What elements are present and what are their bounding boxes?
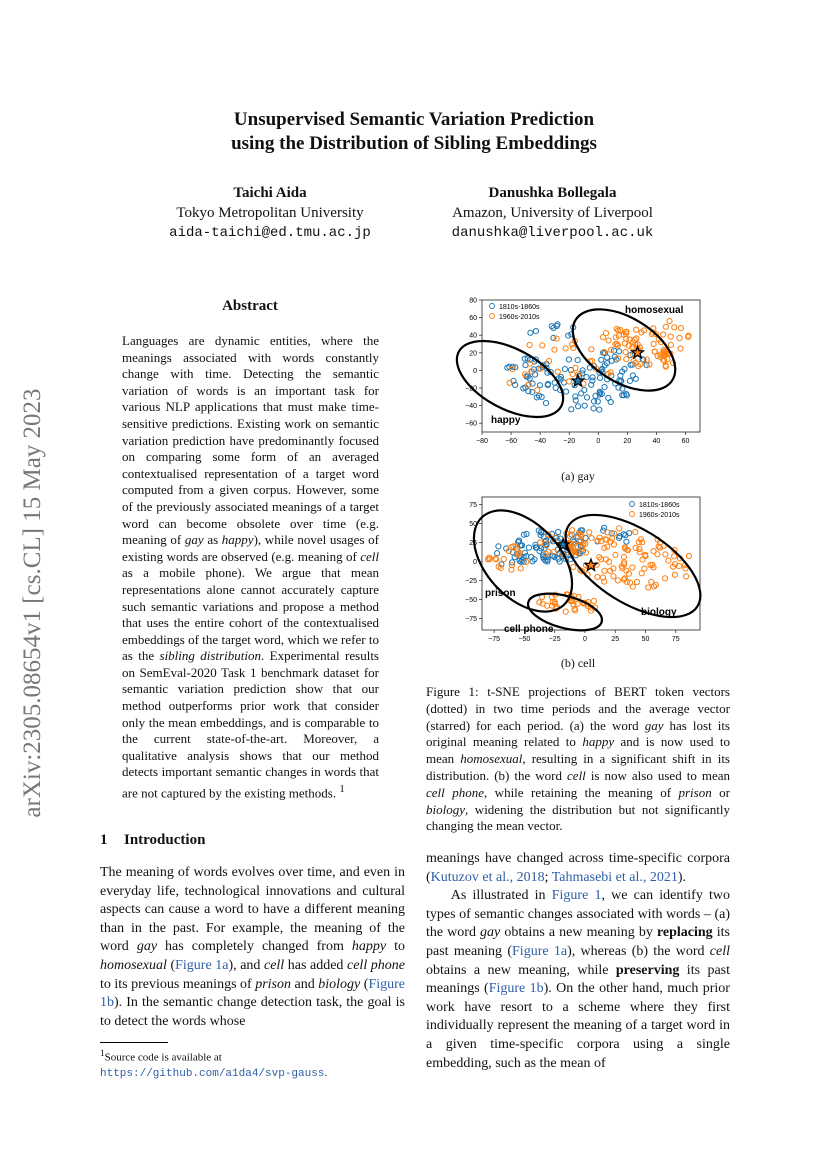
y-tick-label: 80 — [469, 297, 477, 305]
paper-title — [0, 108, 828, 156]
x-tick-label: 75 — [671, 636, 680, 643]
y-tick-label: −40 — [465, 403, 477, 411]
section-title: Introduction — [124, 832, 206, 848]
y-tick-label: 0 — [473, 559, 477, 567]
y-tick-label: −50 — [465, 597, 477, 605]
x-tick-label: 0 — [596, 438, 601, 445]
author-affiliation: Amazon, University of Liverpool — [452, 205, 653, 221]
author-2 — [425, 183, 680, 243]
x-tick-label: 20 — [623, 438, 632, 445]
x-tick-label: 60 — [681, 438, 690, 445]
legend-label-1960s: 1960s-2010s — [499, 314, 540, 321]
author-affiliation: Tokyo Metropolitan University — [176, 205, 364, 221]
x-tick-label: −80 — [476, 438, 488, 445]
x-tick-label: 25 — [611, 636, 620, 643]
legend-label-1810s: 1810s-1860s — [639, 502, 680, 509]
x-tick-label: 0 — [582, 636, 587, 643]
author-email[interactable]: danushka@liverpool.ac.uk — [451, 225, 654, 241]
author-email[interactable]: aida-taichi@ed.tmu.ac.jp — [169, 225, 371, 241]
y-tick-label: 60 — [469, 315, 477, 323]
y-tick-label: 75 — [469, 502, 477, 510]
subfig-caption-b: (b) cell — [560, 656, 596, 670]
y-tick-label: −25 — [465, 578, 477, 586]
title-line-1: Unsupervised Semantic Variation Prediction — [233, 109, 595, 130]
y-tick-label: −20 — [465, 385, 477, 393]
x-tick-label: 50 — [641, 636, 650, 643]
x-tick-label: 40 — [652, 438, 661, 445]
abstract-body: Languages are dynamic entities, where the meanings associated with words constantly change with time. Detecting the semantic variation of words is an important task for various NLP applications that must make time-sensitive predictions. Existing work on semantic variation prediction have predominantly focused on comparing some form of an averaged contextualised representation of a target word computed from a given corpus. However, some of the previously associated meanings of a target word can become obsolete over time (e.g. meaning of gay as happy), while novel usages of existing words are observed (e.g. meaning of cell as a mobile phone). We argue that mean representations alone cannot accurately capture such semantic variations and propose a method that uses the entire cohort of the contextualised embeddings of the target word, which we refer to as the sibling distribution. Experimental results on SemEval-2020 Task 1 benchmark dataset for semantic variation prediction show that our method outperforms prior work that consider only the mean embeddings, and is comparable to the current state-of-the-art. Moreover, a qualitative analysis shows that our method detects important semantic changes in words that are not captured by the existing methods. $^1$ — [122, 333, 379, 801]
y-tick-label: 0 — [473, 367, 477, 375]
x-tick-label: −25 — [548, 636, 561, 643]
x-tick-label: −50 — [518, 636, 531, 643]
figure-caption: Figure 1: t-SNE projections of BERT token vectors (dotted) in two time periods and the average vector (starred) for each period. (a) the word gay has lost its original meaning related to happy and is now used to mean homosexual, resulting in a significant shift in its distribution. (b) the word cell is now also used to mean cell phone, while retaining the meaning of prison or biology, widening the distribution but not significantly changing the mean vector. — [426, 684, 730, 834]
footnote-url[interactable]: https://github.com/a1da4/svp-gauss — [100, 1067, 325, 1080]
y-tick-label: 40 — [469, 332, 477, 340]
tsne-chart-gay — [455, 297, 705, 457]
x-tick-label: −75 — [488, 636, 501, 643]
annotation-biology: biology — [641, 607, 677, 618]
subfig-caption-a: (a) gay — [561, 469, 595, 483]
y-tick-label: −75 — [465, 616, 477, 624]
intro-right-column: meanings have changed across time-specific corpora (Kutuzov et al., 2018; Tahmasebi et al., 2021). As illustrated in Figure 1, we can identify two types of semantic changes associated with words – (a) the word gay obtains a new meaning by replacing its past meaning (Figure 1a), whereas (b) the word cell obtains a new meaning, while preserving its past meanings (Figure 1b). On the other hand, much prior work have resort to a scheme where they first individually represent the meaning of a target word in a given time-specific corpora using a single embedding, such as the mean of — [426, 851, 731, 1071]
footnote-rule — [100, 1042, 168, 1043]
title-line-2: using the Distribution of Sibling Embeddings — [231, 133, 597, 154]
author-1 — [150, 183, 390, 243]
y-tick-label: −60 — [465, 420, 477, 428]
arxiv-stamp: arXiv:2305.08654v1 [cs.CL] 15 May 2023 — [19, 388, 46, 818]
author-name: Danushka Bollegala — [488, 185, 617, 201]
x-tick-label: −40 — [534, 438, 547, 445]
legend-label-1810s: 1810s-1860s — [499, 304, 540, 311]
footnote-mark: 1 — [100, 1048, 105, 1058]
x-tick-label: −60 — [505, 438, 518, 445]
y-tick-label: 25 — [469, 540, 477, 548]
author-name: Taichi Aida — [233, 185, 307, 201]
annotation-cell-phone: cell phone — [504, 624, 554, 635]
tsne-chart-cell — [455, 494, 705, 644]
x-tick-label: −20 — [563, 438, 576, 445]
annotation-prison: prison — [485, 588, 516, 599]
footnote-text: Source code is available at — [104, 1051, 222, 1064]
intro-left-column: The meaning of words evolves over time, and even in everyday life, technological innovations and cultural aspects can cause a word to have a different meaning than in the past. For example, the meaning of the word gay has completely changed from happy to homosexual (Figure 1a), and cell has added cell phone to its previous meanings of prison and biology (Figure 1b). In the semantic change detection task, the goal is to detect the words whose — [100, 865, 406, 1029]
annotation-homosexual: homosexual — [625, 305, 684, 316]
section-heading — [100, 832, 205, 849]
y-tick-label: 50 — [469, 521, 477, 529]
footnote: $^1$Source code is available at https://github.com/a1da4/svp-gauss. — [100, 1048, 328, 1080]
abstract-heading: Abstract — [222, 298, 278, 314]
section-number: 1 — [100, 832, 108, 848]
y-tick-label: 20 — [469, 350, 477, 358]
annotation-happy: happy — [491, 415, 521, 426]
legend-label-1960s: 1960s-2010s — [639, 512, 680, 519]
